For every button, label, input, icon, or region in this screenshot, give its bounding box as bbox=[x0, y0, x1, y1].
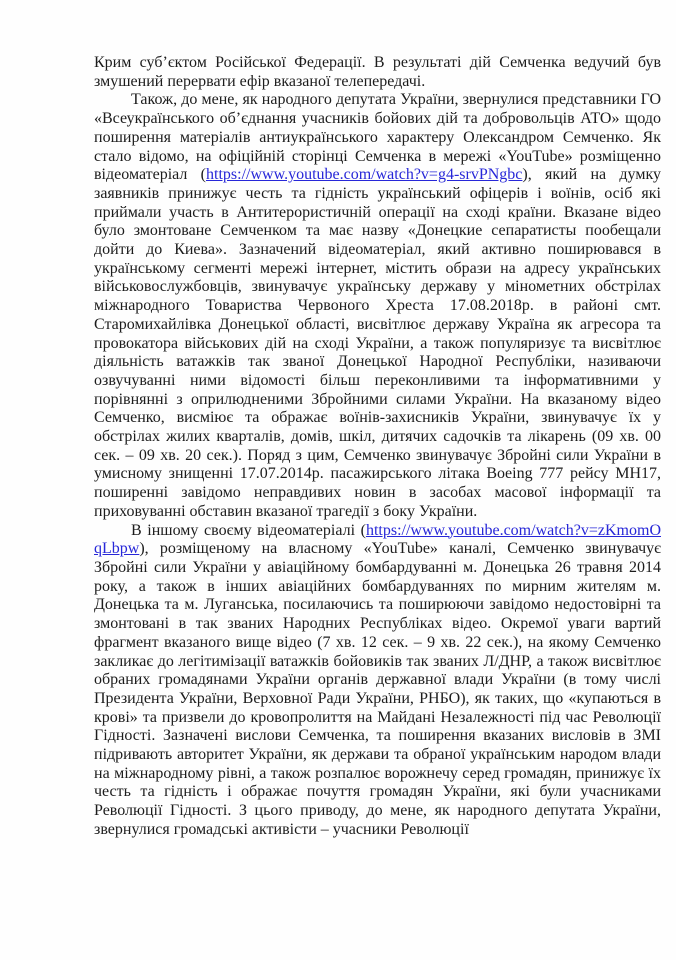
paragraph-2-text-after-link: ), який на думку заявників принижує честь та гідність український офіцерів і воїнів, осіб які приймали участь в Антитерористичній операції на сході країни. Вказане відео було змонтоване Семченком та має назву «Донецкие сепаратисты пообещали дойти до Киева». Зазначений відеоматеріал, який активно поширювався в українському сегменті мережі інтернет, містить образи на адресу українських військовослужбовців, звинувачує українську державу у мінометних обстрілах міжнародного Товариства Червоного Хреста 17.08.2018р. в районі смт. Старомихайлівка Донецької області, висвітлює державу Україна як агресора та провокатора військових дій на сході України, а також популяризує та висвітлює діяльність ватажків так званої Донецької Народної Республіки, називаючи озвучуванні ними відомості більш переконливими та інформативними у порівнянні з оприлюдненими Збройними силами України. На вказаному відео Семченко, висміює та ображає воїнів-захисників України, звинувачує їх у обстрілах жилих кварталів, домів, шкіл, дитячих садочків та лікарень (09 хв. 00 сек. – 09 хв. 20 сек.). Поряд з цим, Семченко звинувачує Збройні сили України в умисному знищенні 17.07.2014р. пасажирського літака Boeing 777 рейсу MH17, поширенні завідомо неправдивих новин в засобах масової інформації та приховуванні обставин вказаної трагедії з боку України. bbox=[94, 166, 662, 520]
paragraph-2 bbox=[94, 91, 661, 521]
youtube-link-1[interactable]: https://www.youtube.com/watch?v=g4-srvPNgbc bbox=[206, 166, 523, 184]
paragraph-1-text: Крим суб’єктом Російської Федерації. В результаті дій Семченка ведучий був змушений перервати ефір вказаної телепередачі. bbox=[94, 54, 661, 90]
paragraph-3-text-after-link: ), розміщеному на власному «YouTube» каналі, Семченко звинувачує Збройні сили України у авіаційному бомбардуванні м. Донецька 26 травня 2014 року, а також в інших авіаційних бомбардуваннях по мирним жителям м. Донецька та м. Луганська, посилаючись та поширюючи завідомо недостовірні та змонтовані в так званих Народних Республіках відео. Окремої уваги вартий фрагмент вказаного вище відео (7 хв. 12 сек. – 9 хв. 22 сек.), на якому Семченко закликає до легітимізації ватажків бойовиків так званих Л/ДНР, а також висвітлює обраних громадянами України органів державної влади України (в тому числі Президента України, Верховної Ради України, РНБО), як таких, що «купаються в крові» та призвели до кровопролиття на Майдані Незалежності під час Революції Гідності. Зазначені вислови Семченка, та поширення вказаних висловів в ЗМІ підривають авторитет України, як держави та обраної українським народом влади на міжнародному рівні, а також розпалює ворожнечу серед громадян, принижує їх честь та гідність і ображає почуття громадян України, які були учасниками Революції Гідності. З цього приводу, до мене, як народного депутата України, звернулися громадські активісти – учасники Революції bbox=[94, 540, 661, 838]
paragraph-3-text-before-link: В іншому своєму відеоматеріалі ( bbox=[131, 521, 366, 539]
paragraph-3 bbox=[94, 522, 661, 840]
paragraph-2-text-before-link: Також, до мене, як народного депутата України, звернулися представники ГО «Всеукраїнського об’єднання учасників бойових дій та добровольців АТО» щодо поширення матеріалів антиукраїнського характеру Олександром Семченко. Як стало відомо, на офіційній сторінці Семченка в мережі «YouTube» розміщенно відеоматеріал ( bbox=[94, 91, 661, 184]
youtube-link-2[interactable]: https://www.youtube.com/watch?v=zKmomOqLbpw bbox=[94, 521, 661, 558]
paragraph-1 bbox=[94, 54, 661, 91]
